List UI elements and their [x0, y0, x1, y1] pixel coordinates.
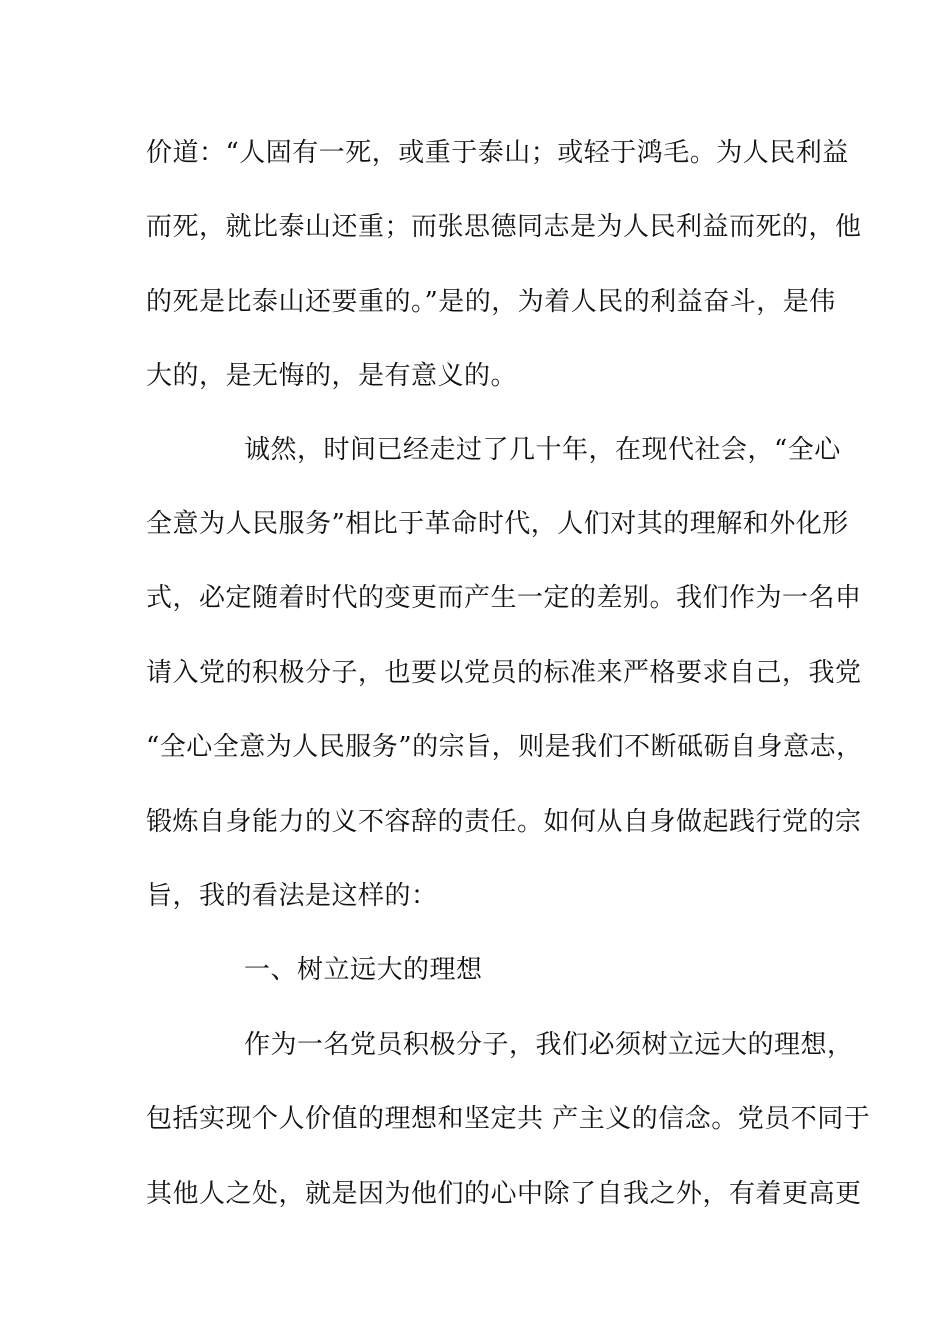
paragraph-line: 式，必定随着时代的变更而产生一定的差别。我们作为一名申	[146, 583, 862, 613]
paragraph-line: 全意为人民服务”相比于革命时代，人们对其的理解和外化形	[146, 509, 849, 539]
paragraph-line: 锻炼自身能力的义不容辞的责任。如何从自身做起践行党的宗	[146, 807, 862, 837]
paragraph-line: 其他人之处，就是因为他们的心中除了自我之外，有着更高更	[146, 1179, 862, 1209]
paragraph-line: 包括实现个人价值的理想和坚定共 产主义的信念。党员不同于	[146, 1104, 871, 1134]
paragraph-line: 请入党的积极分子，也要以党员的标准来严格要求自己，我党	[146, 658, 862, 688]
paragraph-line: 而死，就比泰山还重；而张思德同志是为人民利益而死的，他	[146, 212, 862, 242]
paragraph-line: 的死是比泰山还要重的。”是的，为着人民的利益奋斗，是伟	[146, 287, 836, 317]
paragraph-line: 价道：“人固有一死，或重于泰山；或轻于鸿毛。为人民利益	[146, 138, 849, 168]
paragraph-first-line: 作为一名党员积极分子，我们必须树立远大的理想，	[244, 1030, 854, 1060]
paragraph-first-line: 诚然，时间已经走过了几十年，在现代社会，“全心	[244, 435, 841, 465]
paragraph-line: 旨，我的看法是这样的：	[146, 881, 438, 911]
paragraph-line: “全心全意为人民服务”的宗旨，则是我们不断砥砺自身意志，	[146, 732, 863, 762]
section-heading: 一、树立远大的理想	[244, 955, 483, 985]
paragraph-line: 大的，是无悔的，是有意义的。	[146, 361, 518, 391]
